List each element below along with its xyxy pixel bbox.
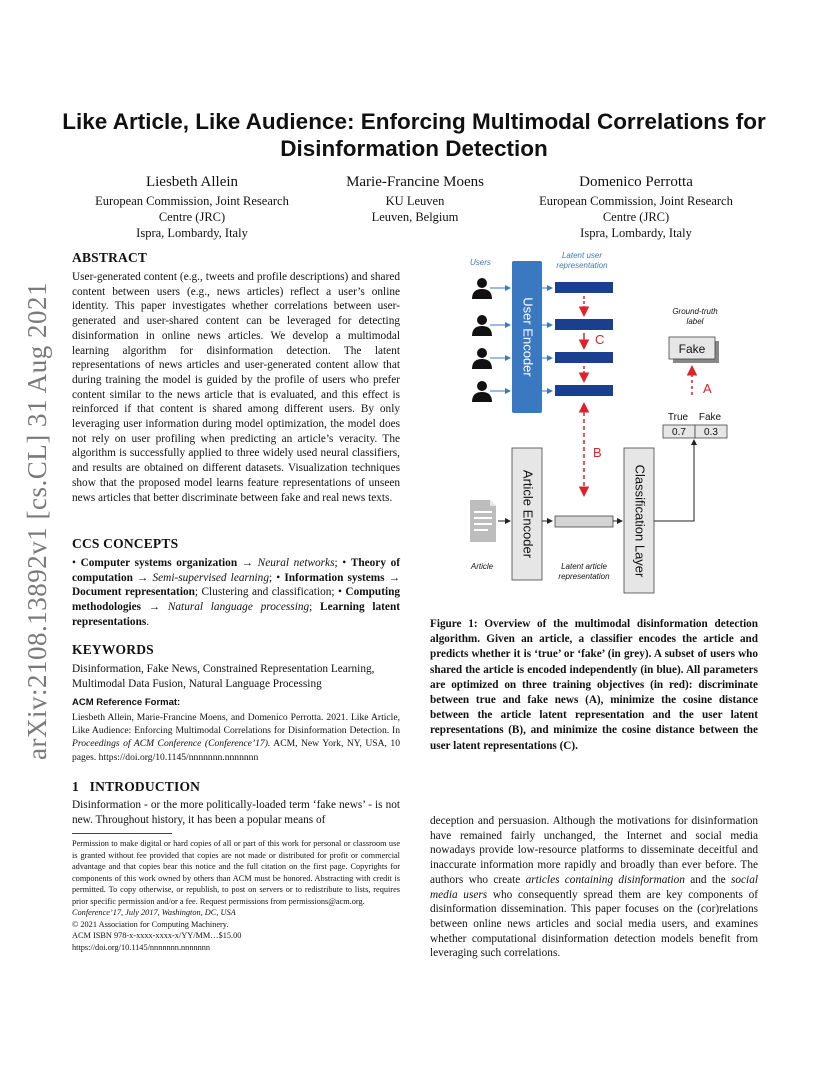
ground-truth-label-2: label <box>686 317 704 326</box>
reference-heading: ACM Reference Format: <box>72 697 181 708</box>
latent-article-vector <box>555 516 613 527</box>
ccs-item <box>276 572 400 584</box>
latent-user-label-2: representation <box>556 261 608 270</box>
doi-line: https://doi.org/10.1145/nnnnnnn.nnnnnnn <box>72 942 211 952</box>
ccs-separator: ; <box>309 601 321 614</box>
users-label: Users <box>470 258 491 267</box>
classification-layer-label: Classification Layer <box>632 464 648 578</box>
introduction-continued <box>430 814 758 961</box>
user-icon <box>472 315 492 336</box>
ground-truth-value: Fake <box>678 342 706 356</box>
ccs-concepts <box>72 556 400 630</box>
ccs-arrow: → <box>132 571 153 584</box>
ccs-bullet: • <box>337 586 346 599</box>
reference-citation: Liesbeth Allein, Marie-Francine Moens, and Domenico Perrotta. 2021. Like Article, Like Audience: Enforcing Multimodal Correlations for Disinformation Detection. In <box>72 712 400 737</box>
ccs-arrow: → <box>384 571 400 584</box>
objective-c-label: C <box>595 332 605 347</box>
footnote-divider <box>72 833 172 834</box>
permission-text: Permission to make digital or hard copies of all or part of this work for personal or classroom use is granted without fee provided that copies are not made or distributed for profit or commercial advantage and that copies bear this notice and the full citation on the first page. Copyrights for components of this work owned by others than ACM must be honored. Abstracting with credit is permitted. To copy otherwise, or republish, to post on servers or to redistribute to lists, requires prior specific permission and/or a fee. Request permissions from permissions@acm.org. <box>72 839 400 906</box>
latent-user-vector <box>555 352 613 363</box>
ccs-separator: ; <box>334 557 343 569</box>
reference-text <box>72 711 400 764</box>
isbn-line: ACM ISBN 978-x-xxxx-xxxx-x/YY/MM…$15.00 <box>72 931 242 940</box>
ccs-item <box>72 557 342 569</box>
ccs-bullet: • <box>72 557 81 569</box>
ccs-item <box>202 586 338 598</box>
author-affiliation: Centre (JRC) <box>602 210 670 224</box>
ccs-concept: Computer systems organization <box>80 557 238 569</box>
reference-venue: Proceedings of ACM Conference (Conference’17). <box>72 738 271 750</box>
ccs-separator: . <box>146 615 150 628</box>
author-location: Ispra, Lombardy, Italy <box>580 226 692 240</box>
ccs-item <box>72 586 202 598</box>
ccs-subconcept: Natural language processing <box>167 601 310 614</box>
intro-emphasis: articles containing disinformation <box>525 873 685 886</box>
author-location: Leuven, Belgium <box>371 210 459 224</box>
user-encoder-label: User Encoder <box>520 297 536 377</box>
author-affiliation: Centre (JRC) <box>158 210 226 224</box>
intro-text-part: deception and persuasion. Although the motivations for disinformation have remained fairly unchanged, the Internet and social media nowadays provide low-resource platforms to disseminate deceitful and inaccurate information more rapidly and broadly than ever before. The authors who create <box>430 815 758 886</box>
intro-text-part: and the <box>684 873 731 886</box>
latent-user-label: Latent user <box>561 251 603 260</box>
intro-text-part: who consequently spread them are key components of disinformation dissemination. This paper focuses on the (cor)relations between online news articles and social media users, and examines whether computational disinformation detection models benefit from leveraging such correlations. <box>430 888 758 960</box>
author-block <box>516 173 756 241</box>
ccs-bullet: • <box>276 571 285 584</box>
figure-caption: Figure 1: Overview of the multimodal disinformation detection algorithm. Given an article, a classifier encodes the article and predicts whether it is ‘true’ or ‘fake’ (in grey). A subset of users who shared the article is encoded independently (in blue). All parameters are optimized on three training objectives (in red): discriminate between true and fake news (A), minimize the cosine distance between the article latent representation and the user latent representations (B), and minimize the cosine distance between the user latent representations (C). <box>430 618 758 752</box>
ccs-concept: Information systems <box>284 571 385 584</box>
ccs-concept: Theory of computation <box>72 557 401 584</box>
author-block <box>72 173 312 241</box>
author-name: Liesbeth Allein <box>145 174 239 190</box>
ccs-separator: ; <box>268 571 277 584</box>
ccs-subconcept: Neural networks <box>257 557 335 569</box>
latent-user-vector <box>555 282 613 293</box>
ccs-arrow: → <box>237 557 258 569</box>
fake-label: Fake <box>698 412 722 423</box>
ground-truth-label: Ground-truth <box>672 307 718 316</box>
objective-a-label: A <box>703 381 712 396</box>
prediction-true-value: 0.7 <box>672 427 686 438</box>
ccs-concept: Learning latent representations <box>72 601 400 628</box>
ccs-concept: Document representation <box>72 586 195 599</box>
objective-b-label: B <box>593 445 602 460</box>
abstract-text: User-generated content (e.g., tweets and profile descriptions) and shared content between users (e.g., news articles) reflect a user’s online identity. This paper investigates whether correlations between user-generated and user-shared content can be leveraged for detecting disinformation in online news articles. We develop a multimodal learning algorithm for disinformation detection. The latent representations of news articles and user-generated content allow that during training the model is guided by the profile of users who prefer content similar to the news article that is evaluated, and this effect is reinforced if that content is shared among different users. By only leveraging user information during model optimization, the model does not rely on user profiling when predicting an article’s veracity. The algorithm is successfully applied to three widely used neural classifiers, and results are obtained on different datasets. Visualization techniques show that the proposed model learns feature representations of unseen news articles that better discriminate between fake and real news texts. <box>72 271 400 504</box>
reference-publisher: ACM, New York, NY, USA, 10 pages. https://doi.org/10.1145/nnnnnnn.nnnnnnn <box>72 738 400 763</box>
arxiv-stamp: arXiv:2108.13892v1 [cs.CL] 31 Aug 2021 <box>22 282 52 760</box>
ccs-separator: Clustering and classification; <box>201 586 338 599</box>
latent-article-label: Latent article <box>561 562 607 571</box>
introduction-heading: 1 INTRODUCTION <box>72 779 201 794</box>
author-name: Domenico Perrotta <box>579 174 693 190</box>
introduction-text: Disinformation - or the more politically-loaded term ‘fake news’ - is not new. Throughout history, it has been a popular means of <box>72 799 400 826</box>
author-location: Ispra, Lombardy, Italy <box>136 226 248 240</box>
permission-footnote <box>72 838 400 953</box>
author-affiliation: European Commission, Joint Research <box>539 194 733 208</box>
ccs-subconcept: Semi-supervised learning <box>152 571 269 584</box>
intro-emphasis: social media users <box>430 873 758 901</box>
user-icon <box>472 381 492 402</box>
keywords-heading: KEYWORDS <box>72 642 154 657</box>
keywords-text: Disinformation, Fake News, Constrained Representation Learning, Multimodal Data Fusion, Natural Language Processing <box>72 663 375 690</box>
abstract-heading: ABSTRACT <box>72 250 148 265</box>
author-block <box>315 173 515 225</box>
latent-user-vector <box>555 319 613 330</box>
article-label: Article <box>470 562 494 571</box>
prediction-fake-value: 0.3 <box>704 427 718 438</box>
ccs-bullet: • <box>342 557 351 569</box>
ccs-arrow: → <box>141 601 168 614</box>
ccs-heading: CCS CONCEPTS <box>72 536 179 551</box>
article-document-icon <box>470 500 496 542</box>
ccs-separator: ; <box>194 586 202 599</box>
true-label: True <box>667 412 689 423</box>
user-icon <box>472 278 492 299</box>
paper-title: Like Article, Like Audience: Enforcing Multimodal Correlations for Disinformation Detection <box>62 109 766 161</box>
author-affiliation: European Commission, Joint Research <box>95 194 289 208</box>
conference-info: Conference’17, July 2017, Washington, DC, USA <box>72 908 236 917</box>
latent-user-vector <box>555 385 613 396</box>
latent-article-label-2: representation <box>558 572 610 581</box>
article-encoder-label: Article Encoder <box>520 469 536 559</box>
user-icon <box>472 348 492 369</box>
author-affiliation: KU Leuven <box>385 194 445 208</box>
figure-diagram <box>432 250 758 610</box>
copyright-line: © 2021 Association for Computing Machinery. <box>72 919 229 929</box>
author-name: Marie-Francine Moens <box>346 174 484 190</box>
ccs-concept: Computing methodologies <box>72 586 401 614</box>
